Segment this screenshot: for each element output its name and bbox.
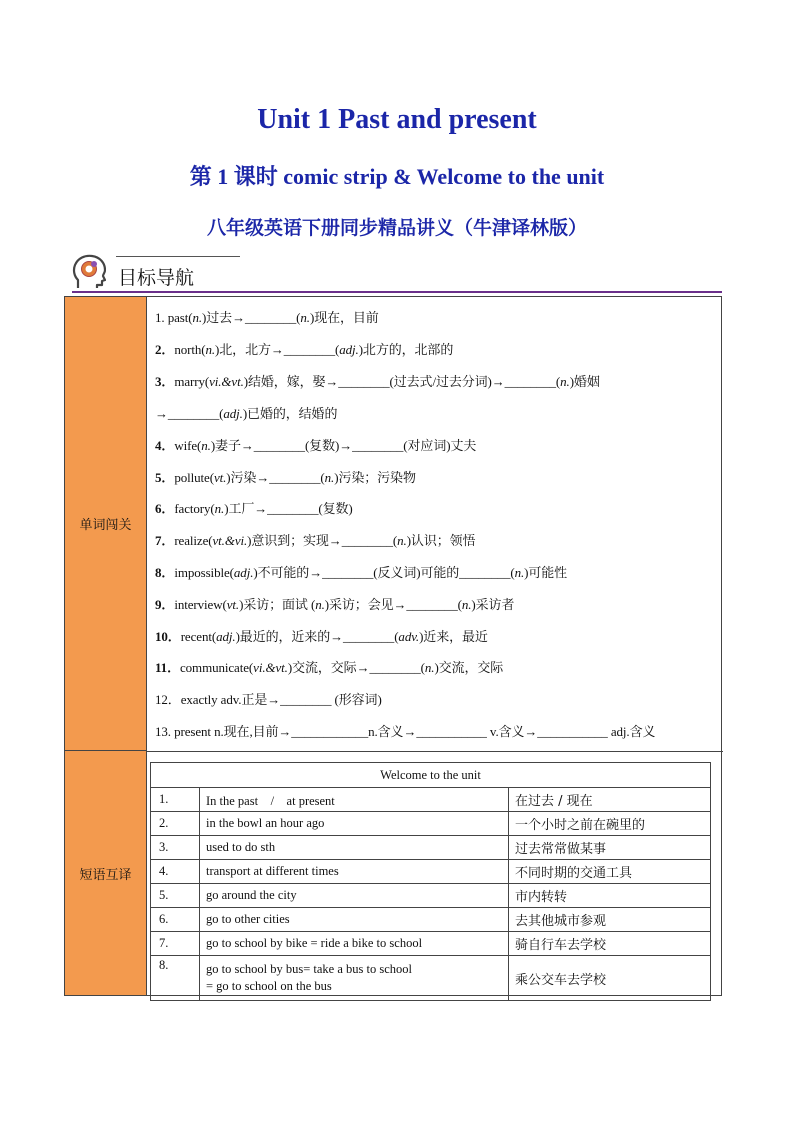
vocab-text: impossible(	[174, 565, 234, 580]
item-number: 10．	[155, 629, 181, 644]
item-number: 3．	[155, 374, 175, 389]
row-number: 7.	[151, 932, 200, 956]
chinese-translation: 不同时期的交通工具	[509, 860, 711, 884]
vocab-text: )采访者	[471, 597, 515, 612]
english-phrase-line: used to do sth	[206, 840, 276, 854]
vocab-item	[155, 403, 337, 422]
table-row	[151, 836, 711, 860]
part-of-speech: n.	[461, 597, 472, 612]
english-phrase	[200, 812, 509, 836]
row-number: 6.	[151, 908, 200, 932]
english-phrase	[200, 788, 509, 812]
vocab-text: factory(	[174, 501, 215, 516]
item-number: 4．	[155, 438, 175, 453]
section-header	[72, 250, 722, 294]
vocab-item	[155, 721, 655, 740]
vocab-item	[155, 626, 488, 645]
english-phrase	[200, 860, 509, 884]
unit-title: Unit 1 Past and present	[257, 104, 537, 135]
part-of-speech: n.	[205, 342, 216, 357]
vocab-text: →________(	[155, 406, 224, 421]
english-phrase	[200, 908, 509, 932]
vocab-text: )结婚，嫁，娶→________(过去式/过去分词)→________(	[243, 374, 561, 389]
vocab-item	[155, 594, 514, 613]
table-row	[151, 932, 711, 956]
vocab-text: interview(	[174, 597, 227, 612]
phrase-table-heading: Welcome to the unit	[151, 763, 711, 788]
vocab-text: )不可能的→________(反义词)可能的________(	[253, 565, 515, 580]
vocab-text: pollute(	[174, 470, 214, 485]
table-row	[151, 908, 711, 932]
table-row	[151, 884, 711, 908]
part-of-speech: n.	[300, 310, 310, 325]
part-of-speech: adv.	[398, 629, 420, 644]
item-number: 8．	[155, 565, 175, 580]
row-number: 5.	[151, 884, 200, 908]
part-of-speech: n.	[214, 501, 225, 516]
vocab-item	[155, 371, 600, 390]
english-phrase	[200, 956, 509, 1001]
part-of-speech: vi.&vt.	[253, 660, 288, 675]
english-phrase-line: go to other cities	[206, 912, 290, 926]
row-number: 4.	[151, 860, 200, 884]
vocab-text: 12．exactly adv.正是→________ (形容词)	[155, 692, 382, 707]
vocab-text: )近来，最近	[419, 629, 488, 644]
vocab-text: )现在，目前	[309, 310, 379, 325]
chinese-translation: 过去常常做某事	[509, 836, 711, 860]
section-underline	[72, 291, 722, 293]
vocab-text: )最近的，近来的→________(	[235, 629, 399, 644]
english-phrase-line: go around the city	[206, 888, 297, 902]
part-of-speech: n.	[315, 597, 325, 612]
item-number: 9．	[155, 597, 175, 612]
part-of-speech: n.	[424, 660, 435, 675]
part-of-speech: adj.	[216, 629, 236, 644]
vocab-text: )污染→________(	[226, 470, 325, 485]
vocab-text: )北，北方→________(	[215, 342, 340, 357]
row-number: 8.	[151, 956, 200, 1001]
header-rule	[116, 256, 240, 257]
vocab-text: )交流，交际	[434, 660, 504, 675]
vocab-text: )意识到；实现→________(	[247, 533, 398, 548]
part-of-speech: n.	[560, 374, 570, 389]
vocab-item	[155, 467, 416, 486]
part-of-speech: n.	[324, 470, 335, 485]
vocab-text: )采访；面试 (	[239, 597, 316, 612]
vocab-text: )认识；领悟	[406, 533, 476, 548]
vocab-item	[155, 657, 503, 676]
phrase-row-label: 短语互译	[65, 751, 147, 995]
english-phrase-line: go to school by bus= take a bus to school	[206, 962, 412, 976]
vocab-text: )采访；会见→________(	[324, 597, 462, 612]
item-number: 2．	[155, 342, 175, 357]
vocab-text: )北方的，北部的	[358, 342, 454, 357]
vocab-text: )婚姻	[569, 374, 600, 389]
part-of-speech: adj.	[223, 406, 243, 421]
english-phrase-line: in the bowl an hour ago	[206, 816, 325, 830]
row-number: 1.	[151, 788, 200, 812]
lesson-subtitle: 第 1 课时 comic strip & Welcome to the unit	[189, 164, 605, 189]
vocab-text: communicate(	[179, 660, 254, 675]
item-number: 5．	[155, 470, 175, 485]
english-phrase	[200, 932, 509, 956]
english-phrase	[200, 836, 509, 860]
part-of-speech: n.	[201, 438, 211, 453]
chinese-translation: 一个小时之前在碗里的	[509, 812, 711, 836]
vocab-text: 13. present n.现在,目前→____________n.含义→___________ v.含义→___________ adj.含义	[155, 724, 656, 739]
vocab-text: )过去→________(	[202, 310, 301, 325]
table-row	[151, 788, 711, 812]
vocab-text: )可能性	[524, 565, 568, 580]
english-phrase-line: = go to school on the bus	[206, 979, 332, 993]
chinese-translation: 在过去 / 现在	[509, 788, 711, 812]
vocab-text: )已婚的，结婚的	[242, 406, 338, 421]
vocab-text: )污染；污染物	[334, 470, 416, 485]
vocab-item	[155, 530, 475, 549]
vocab-text: recent(	[180, 629, 217, 644]
vocab-item	[155, 307, 379, 326]
vocab-text: )妻子→________(复数)→________(对应词)丈夫	[210, 438, 477, 453]
vocab-item	[155, 689, 382, 708]
vocab-item	[155, 339, 453, 358]
vocab-text: realize(	[174, 533, 213, 548]
vocab-text: 1. past(	[155, 310, 193, 325]
vocab-text: )交流，交际→________(	[287, 660, 425, 675]
part-of-speech: vt.	[213, 470, 227, 485]
row-number: 2.	[151, 812, 200, 836]
part-of-speech: n.	[514, 565, 525, 580]
table-row	[151, 956, 711, 1001]
part-of-speech: vi.&vt.	[209, 374, 244, 389]
part-of-speech: vt.	[226, 597, 240, 612]
vocab-item	[155, 498, 353, 517]
vocab-text: wife(	[174, 438, 202, 453]
row-number: 3.	[151, 836, 200, 860]
item-number: 11．	[155, 660, 180, 675]
vocab-row-label: 单词闯关	[65, 297, 147, 751]
table-row	[151, 860, 711, 884]
part-of-speech: vt.&vi.	[212, 533, 248, 548]
part-of-speech: n.	[397, 533, 407, 548]
english-phrase-line: go to school by bike = ride a bike to school	[206, 936, 423, 950]
part-of-speech: adj.	[339, 342, 359, 357]
item-number: 6．	[155, 501, 175, 516]
part-of-speech: n.	[192, 310, 203, 325]
vocab-item	[155, 435, 476, 454]
vocab-text: )工厂→________(复数)	[224, 501, 353, 516]
head-gears-icon	[72, 254, 106, 290]
phrase-table	[150, 762, 711, 1001]
row-divider	[147, 751, 723, 752]
item-number: 7．	[155, 533, 175, 548]
english-phrase-line: transport at different times	[206, 864, 339, 878]
vocab-text: marry(	[174, 374, 210, 389]
english-phrase-line: In the past / at present	[206, 793, 335, 808]
english-phrase	[200, 884, 509, 908]
vocab-item	[155, 562, 567, 581]
part-of-speech: adj.	[233, 565, 254, 580]
section-label: 目标导航	[118, 267, 195, 289]
chinese-translation: 骑自行车去学校	[509, 932, 711, 956]
chinese-translation: 去其他城市参观	[509, 908, 711, 932]
chinese-translation: 乘公交车去学校	[509, 956, 711, 1001]
series-title: 八年级英语下册同步精品讲义（牛津译林版）	[206, 217, 587, 239]
table-row	[151, 812, 711, 836]
vocab-text: north(	[174, 342, 206, 357]
chinese-translation: 市内转转	[509, 884, 711, 908]
